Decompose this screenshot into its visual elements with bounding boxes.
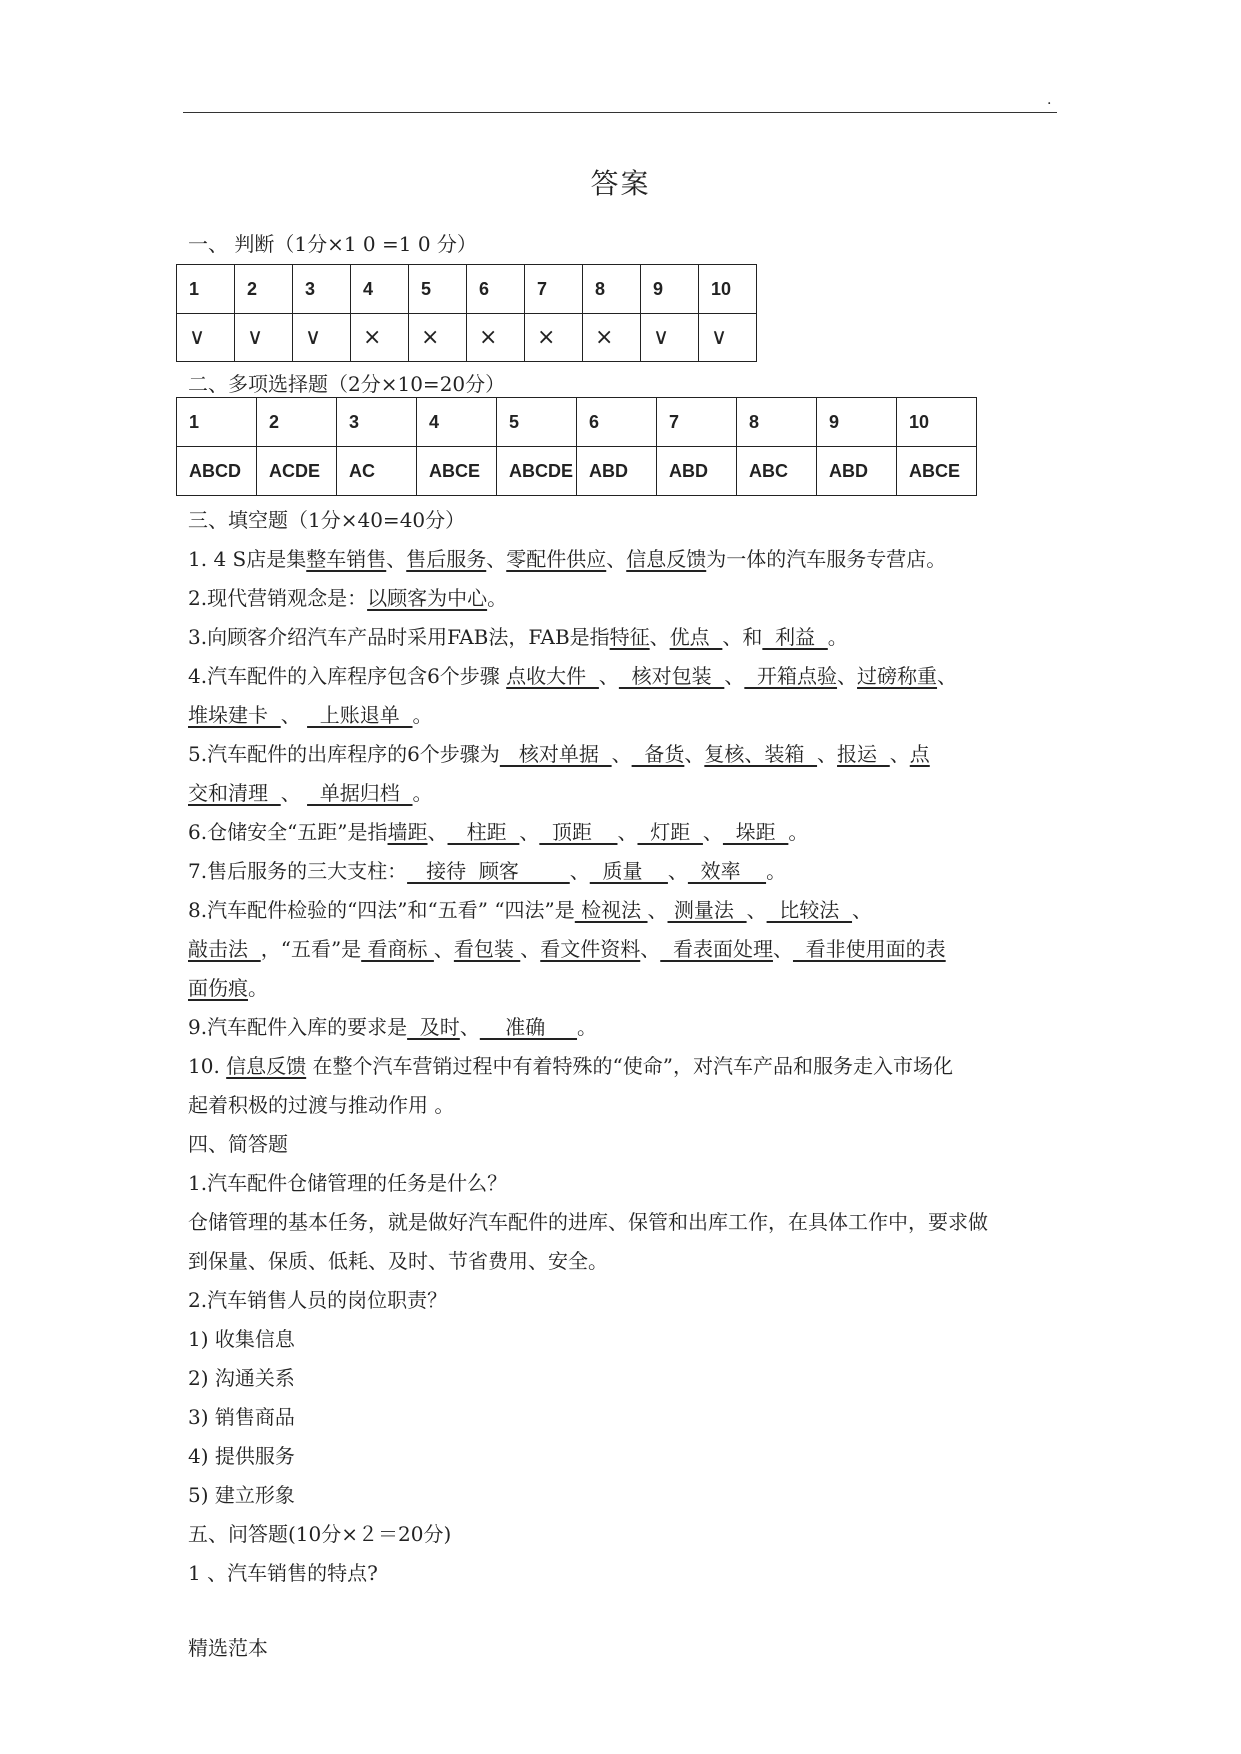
question-number: 8 <box>583 265 641 314</box>
answer-mark: × <box>409 314 467 362</box>
text: 、 <box>702 820 723 844</box>
text: 。 <box>577 1015 598 1039</box>
answer-blank: 准确 <box>479 1015 578 1039</box>
text: 、 <box>386 547 407 571</box>
answer-choice: ABCE <box>417 447 497 496</box>
section-5-heading: 五、问答题(10分×２＝20分) <box>188 1522 452 1546</box>
fill-question-8-cont2 <box>188 972 268 1001</box>
text: 、 <box>427 820 448 844</box>
answer-choice: ABC <box>737 447 817 496</box>
text: 4.汽车配件的入库程序包含6个步骤 <box>188 664 507 688</box>
text: 、 <box>598 664 619 688</box>
text: 、 <box>280 781 308 805</box>
text: 。 <box>434 1093 455 1117</box>
section-3-heading: 三、填空题（1分×40=40分） <box>188 508 466 532</box>
answer-blank: 看非使用面的表 <box>792 937 946 961</box>
answer-blank: 灯距 <box>637 820 703 844</box>
fill-question-10-cont <box>188 1089 454 1118</box>
text: 、 <box>837 664 858 688</box>
text: 9.汽车配件入库的要求是 <box>188 1015 408 1039</box>
answer-blank: 交和清理 <box>188 781 281 805</box>
section-4-heading: 四、简答题 <box>188 1132 288 1156</box>
list-item: 5) 建立形象 <box>188 1483 295 1507</box>
text: 在整个汽车营销过程中有着特殊的“使命”，对汽车产品和服务走入市场化 <box>306 1054 953 1078</box>
question-number: 5 <box>409 265 467 314</box>
essay-question-1: 1 、汽车销售的特点? <box>188 1561 378 1585</box>
answer-blank: 点收大件 <box>506 664 599 688</box>
answer-blank: 敲击法 <box>188 937 261 961</box>
answer-choice: ABCE <box>897 447 977 496</box>
short-question-2: 2.汽车销售人员的岗位职责？ <box>188 1288 448 1312</box>
table-header-row <box>177 265 757 314</box>
answer-blank: 堆垛建卡 <box>188 703 281 727</box>
answer-blank: 看表面处理 <box>660 937 773 961</box>
text: 、 <box>889 742 910 766</box>
multiple-choice-answer-table <box>176 397 977 496</box>
text: 、 <box>684 742 705 766</box>
text: 。 <box>487 586 508 610</box>
answer-blank: 核对单据 <box>499 742 612 766</box>
answer-choice: ABD <box>577 447 657 496</box>
short-answer-1-cont: 到保量、保质、低耗、及时、节省费用、安全。 <box>188 1249 608 1273</box>
page-title: 答案 <box>590 167 651 200</box>
answer-choice: ABCD <box>177 447 257 496</box>
answer-blank: 利益 <box>762 625 828 649</box>
answer-blank: 售后服务 <box>406 547 487 571</box>
text: 、 <box>611 742 632 766</box>
question-number: 5 <box>497 398 577 447</box>
answer-blank: 上账退单 <box>307 703 413 727</box>
answer-blank: 特征 <box>609 625 650 649</box>
question-number: 6 <box>467 265 525 314</box>
text: 。 <box>412 703 433 727</box>
text: 。 <box>827 625 848 649</box>
answer-choice: AC <box>337 447 417 496</box>
answer-blank: 面伤痕 <box>188 976 248 1000</box>
table-answer-row <box>177 447 977 496</box>
question-number: 4 <box>417 398 497 447</box>
answer-blank: 比较法 <box>766 898 853 922</box>
answer-mark: ∨ <box>235 314 293 362</box>
answer-blank: 备货 <box>631 742 685 766</box>
answer-blank: 以顾客为中心 <box>367 586 488 610</box>
answer-blank: 质量 <box>589 859 668 883</box>
text: 。 <box>766 859 787 883</box>
question-number: 9 <box>641 265 699 314</box>
text: 、 <box>746 898 767 922</box>
answer-mark: ∨ <box>699 314 757 362</box>
answer-mark: × <box>351 314 409 362</box>
answer-blank: 报运 <box>837 742 890 766</box>
answer-blank: 接待 顾客 <box>407 859 570 883</box>
answer-mark: × <box>525 314 583 362</box>
question-number: 8 <box>737 398 817 447</box>
question-number: 1 <box>177 265 235 314</box>
text: 、 <box>617 820 638 844</box>
fill-question-8 <box>188 894 872 923</box>
header-dot: . <box>1047 92 1052 108</box>
list-item: 3) 销售商品 <box>188 1405 295 1429</box>
text: 5.汽车配件的出库程序的6个步骤为 <box>188 742 500 766</box>
text: 。 <box>788 820 809 844</box>
answer-blank: 看商标 <box>361 937 434 961</box>
fill-question-4-cont <box>188 699 433 728</box>
text: 、 <box>772 937 793 961</box>
footer-text: 精选范本 <box>188 1636 268 1660</box>
judgement-answer-table <box>176 264 757 362</box>
answer-mark: × <box>583 314 641 362</box>
answer-blank: 核对包装 <box>618 664 725 688</box>
text: 3.向顾客介绍汽车产品时采用FAB法，FAB是指 <box>188 625 610 649</box>
answer-blank: 优点 <box>669 625 723 649</box>
text: 、 <box>606 547 627 571</box>
answer-mark: ∨ <box>177 314 235 362</box>
question-number: 1 <box>177 398 257 447</box>
answer-blank: 看文件资料 <box>540 937 641 961</box>
text: 、和 <box>722 625 763 649</box>
question-number: 2 <box>257 398 337 447</box>
fill-question-3 <box>188 621 848 650</box>
answer-choice: ACDE <box>257 447 337 496</box>
list-item: 1) 收集信息 <box>188 1327 295 1351</box>
answer-blank: 复核、装箱 <box>704 742 818 766</box>
answer-blank: 零配件供应 <box>506 547 607 571</box>
answer-blank: 检视法 <box>574 898 648 922</box>
text: 、 <box>937 664 958 688</box>
text: 、 <box>280 703 308 727</box>
text: 、 <box>486 547 507 571</box>
fill-question-2 <box>188 582 507 611</box>
list-item: 4) 提供服务 <box>188 1444 295 1468</box>
question-number: 2 <box>235 265 293 314</box>
question-number: 7 <box>525 265 583 314</box>
fill-question-10 <box>188 1050 953 1079</box>
text: 10. <box>188 1054 227 1078</box>
text: 起着积极的过渡与推动作用 <box>188 1093 435 1117</box>
text: 、 <box>724 664 745 688</box>
header-rule <box>183 112 1057 113</box>
answer-blank: 垛距 <box>722 820 789 844</box>
answer-blank: 开箱点验 <box>744 664 838 688</box>
short-answer-1: 仓储管理的基本任务，就是做好汽车配件的进库、保管和出库工作，在具体工作中，要求做 <box>188 1210 988 1234</box>
text: 为一体的汽车服务专营店。 <box>706 547 947 571</box>
text: 、 <box>852 898 873 922</box>
question-number: 6 <box>577 398 657 447</box>
text: 6.仓储安全“五距”是指 <box>188 820 388 844</box>
fill-question-6 <box>188 816 808 845</box>
answer-blank: 整车销售 <box>306 547 387 571</box>
answer-blank: 及时 <box>407 1015 460 1039</box>
fill-question-5-cont <box>188 777 433 806</box>
answer-blank: 信息反馈 <box>226 1054 307 1078</box>
section-1-heading: 一、 判断（1分×1 0 =1 0 分） <box>188 232 477 256</box>
text: 、 <box>647 898 668 922</box>
answer-blank: 效率 <box>687 859 767 883</box>
fill-question-4 <box>188 660 957 689</box>
answer-blank: 单据归档 <box>307 781 413 805</box>
question-number: 3 <box>293 265 351 314</box>
text: 、 <box>667 859 688 883</box>
question-number: 7 <box>657 398 737 447</box>
answer-mark: ∨ <box>293 314 351 362</box>
answer-blank: 过磅称重 <box>857 664 938 688</box>
answer-blank: 顶距 <box>539 820 618 844</box>
fill-question-1 <box>188 543 946 572</box>
text: 、 <box>433 937 454 961</box>
text: 、 <box>817 742 838 766</box>
text: 、 <box>519 820 540 844</box>
text: 、 <box>459 1015 480 1039</box>
section-2-heading: 二、多项选择题（2分×10=20分） <box>188 372 506 396</box>
answer-blank: 信息反馈 <box>626 547 707 571</box>
text: 、 <box>569 859 590 883</box>
text: ，“五看”是 <box>260 937 362 961</box>
text: 7.售后服务的三大支柱： <box>188 859 408 883</box>
question-number: 3 <box>337 398 417 447</box>
answer-choice: ABD <box>657 447 737 496</box>
answer-mark: × <box>467 314 525 362</box>
fill-question-8-cont <box>188 933 946 962</box>
fill-question-5 <box>188 738 930 767</box>
table-header-row <box>177 398 977 447</box>
question-number: 10 <box>699 265 757 314</box>
text: 、 <box>649 625 670 649</box>
answer-blank: 测量法 <box>667 898 747 922</box>
answer-choice: ABD <box>817 447 897 496</box>
question-number: 9 <box>817 398 897 447</box>
answer-mark: ∨ <box>641 314 699 362</box>
text: 1. 4 S店是集 <box>188 547 307 571</box>
text: 、 <box>520 937 541 961</box>
text: 、 <box>640 937 661 961</box>
text: 8.汽车配件检验的“四法”和“五看” “四法”是 <box>188 898 575 922</box>
text: 2.现代营销观念是： <box>188 586 368 610</box>
answer-blank: 柱距 <box>447 820 520 844</box>
text: 。 <box>248 976 268 1000</box>
answer-blank: 点 <box>909 742 930 766</box>
answer-blank: 看包装 <box>453 937 521 961</box>
list-item: 2) 沟通关系 <box>188 1366 295 1390</box>
short-question-1: 1.汽车配件仓储管理的任务是什么？ <box>188 1171 508 1195</box>
fill-question-9 <box>188 1011 597 1040</box>
answer-blank: 墙距 <box>387 820 428 844</box>
fill-question-7 <box>188 855 786 884</box>
question-number: 10 <box>897 398 977 447</box>
text: 。 <box>412 781 433 805</box>
table-answer-row <box>177 314 757 362</box>
question-number: 4 <box>351 265 409 314</box>
answer-choice: ABCDE <box>497 447 577 496</box>
